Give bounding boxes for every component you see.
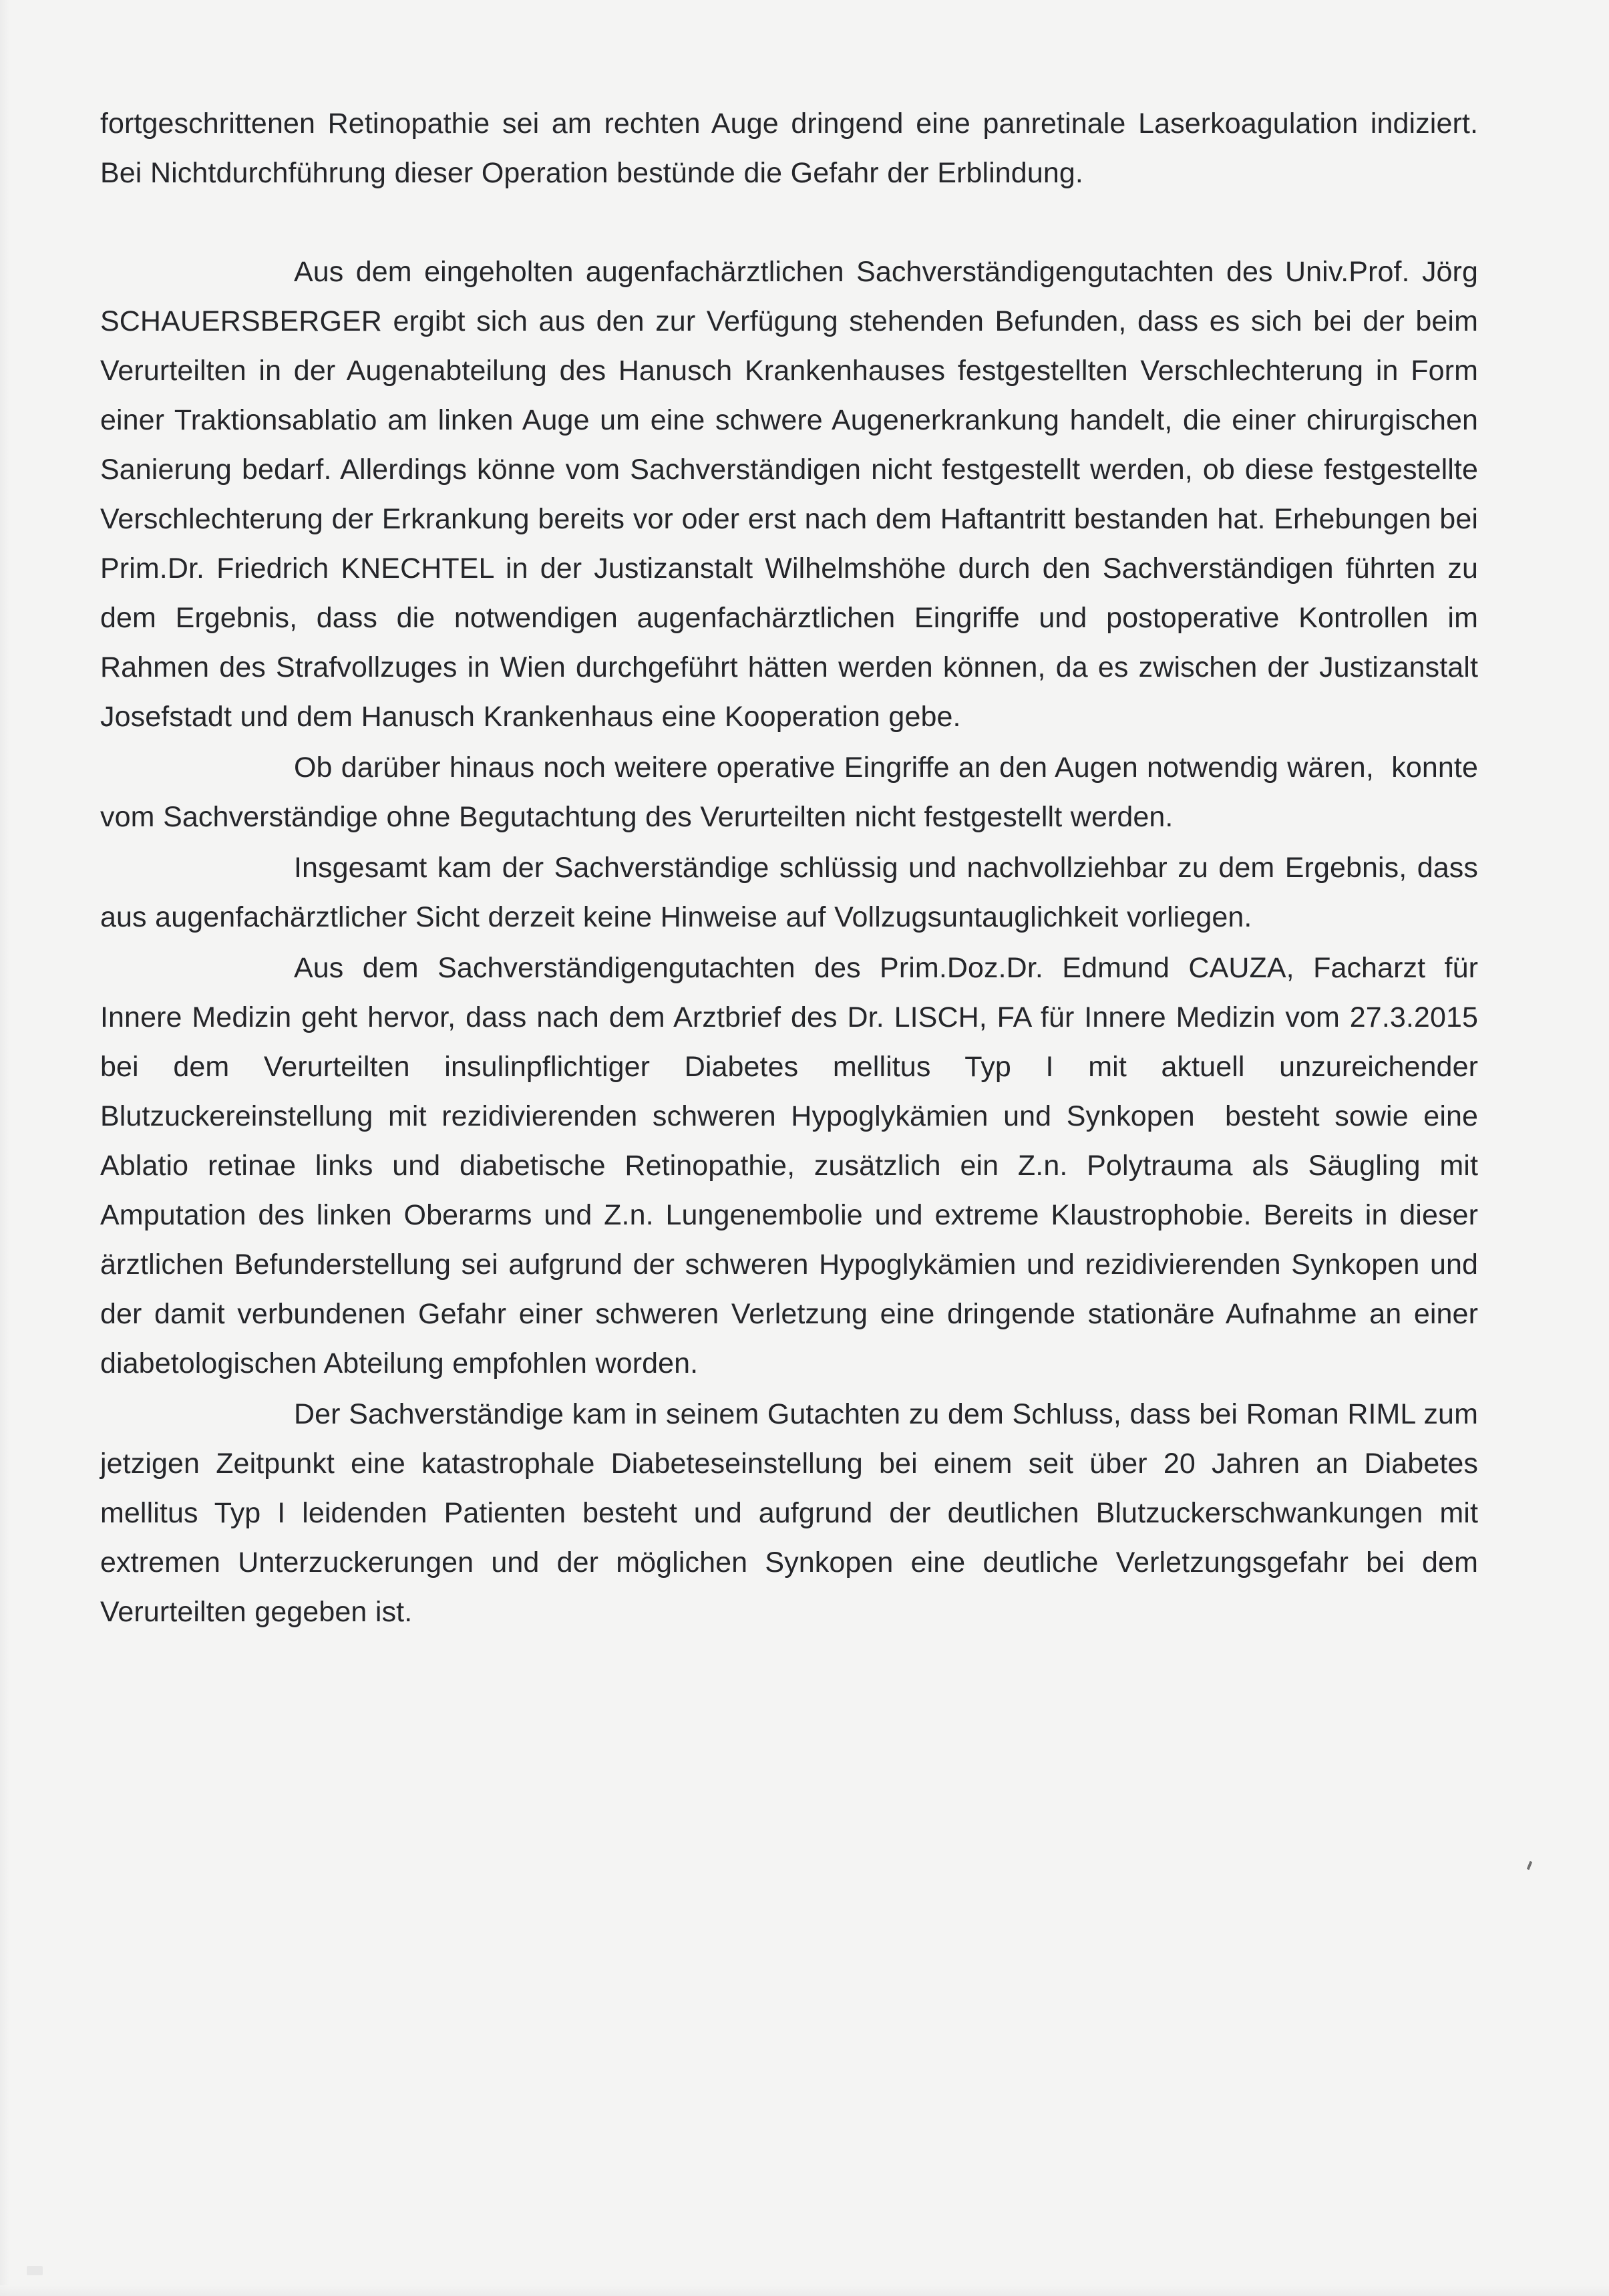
scan-edge-bottom — [0, 2285, 1609, 2296]
scan-edge-left — [0, 0, 9, 2296]
paragraph-insgesamt: Insgesamt kam der Sachverständige schlüssig und nachvollziehbar zu dem Ergebnis, dass aus augenfachärztlicher Sicht derzeit keine Hinweise auf Vollzugsuntauglichkeit vorliegen. — [100, 852, 1487, 933]
document-text-column — [100, 99, 1487, 1637]
scan-artifact-smudge — [27, 2266, 43, 2275]
paragraph-cauza: Aus dem Sachverständigengutachten des Prim.Doz.Dr. Edmund CAUZA, Facharzt für Innere Medizin geht hervor, dass nach dem Arztbrief des Dr. LISCH, FA für Innere Medizin vom 27.3.2015 bei dem Verurteilten insulinpflichtiger Diabetes mellitus Typ I mit aktuell unzureichender Blutzuckereinstellung mit rezidivierenden schweren Hypoglykämien und Synkopen besteht sowie eine Ablatio retinae links und diabetische Retinopathie, zusätzlich ein Z.n. Polytrauma als Säugling mit Amputation des linken Oberarms und Z.n. Lungenembolie und extreme Klaustrophobie. Bereits in dieser ärztlichen Befunderstellung sei aufgrund der schweren Hypoglykämien und rezidivierenden Synkopen und der damit verbundenen Gefahr einer schweren Verletzung eine dringende stationäre Aufnahme an einer diabetologischen Abteilung empfohlen worden. — [100, 952, 1487, 1379]
scan-artifact-speck — [1527, 1861, 1533, 1870]
paragraph-riml: Der Sachverständige kam in seinem Gutachten zu dem Schluss, dass bei Roman RIML zum jetzigen Zeitpunkt eine katastrophale Diabeteseinstellung bei einem seit über 20 Jahren an Diabetes mellitus Typ I leidenden Patienten besteht und aufgrund der deutlichen Blutzuckerschwankungen mit extremen Unterzuckerungen und der möglichen Synkopen eine deutliche Verletzungsgefahr bei dem Verurteilten gegeben ist. — [100, 1398, 1487, 1628]
paragraph-schauersberger: Aus dem eingeholten augenfachärztlichen Sachverständigengutachten des Univ.Prof. Jörg SCHAUERSBERGER ergibt sich aus den zur Verfügung stehenden Befunden, dass es sich bei der beim Verurteilten in der Augenabteilung des Hanusch Krankenhauses festgestellten Verschlechterung in Form einer Traktionsablatio am linken Auge um eine schwere Augenerkrankung handelt, die einer chirurgischen Sanierung bedarf. Allerdings könne vom Sachverständigen nicht festgestellt werden, ob diese festgestellte Verschlechterung der Erkrankung bereits vor oder erst nach dem Haftantritt bestanden hat. Erhebungen bei Prim.Dr. Friedrich KNECHTEL in der Justizanstalt Wilhelmshöhe durch den Sachverständigen führten zu dem Ergebnis, dass die notwendigen augenfachärztlichen Eingriffe und postoperative Kontrollen im Rahmen des Strafvollzuges in Wien durchgeführt hätten werden können, da es zwischen der Justizanstalt Josefstadt und dem Hanusch Krankenhaus eine Kooperation gebe. — [100, 256, 1487, 733]
paragraph-ob-darueber: Ob darüber hinaus noch weitere operative Eingriffe an den Augen notwendig wären, konnte vom Sachverständige ohne Begutachtung des Verurteilten nicht festgestellt werden. — [100, 752, 1487, 833]
paragraph-retinopathie: fortgeschrittenen Retinopathie sei am rechten Auge dringend eine panretinale Laserkoagulation indiziert. Bei Nichtdurchführung dieser Operation bestünde die Gefahr der Erblindung. — [100, 108, 1487, 189]
paragraph-gap — [100, 198, 1478, 247]
